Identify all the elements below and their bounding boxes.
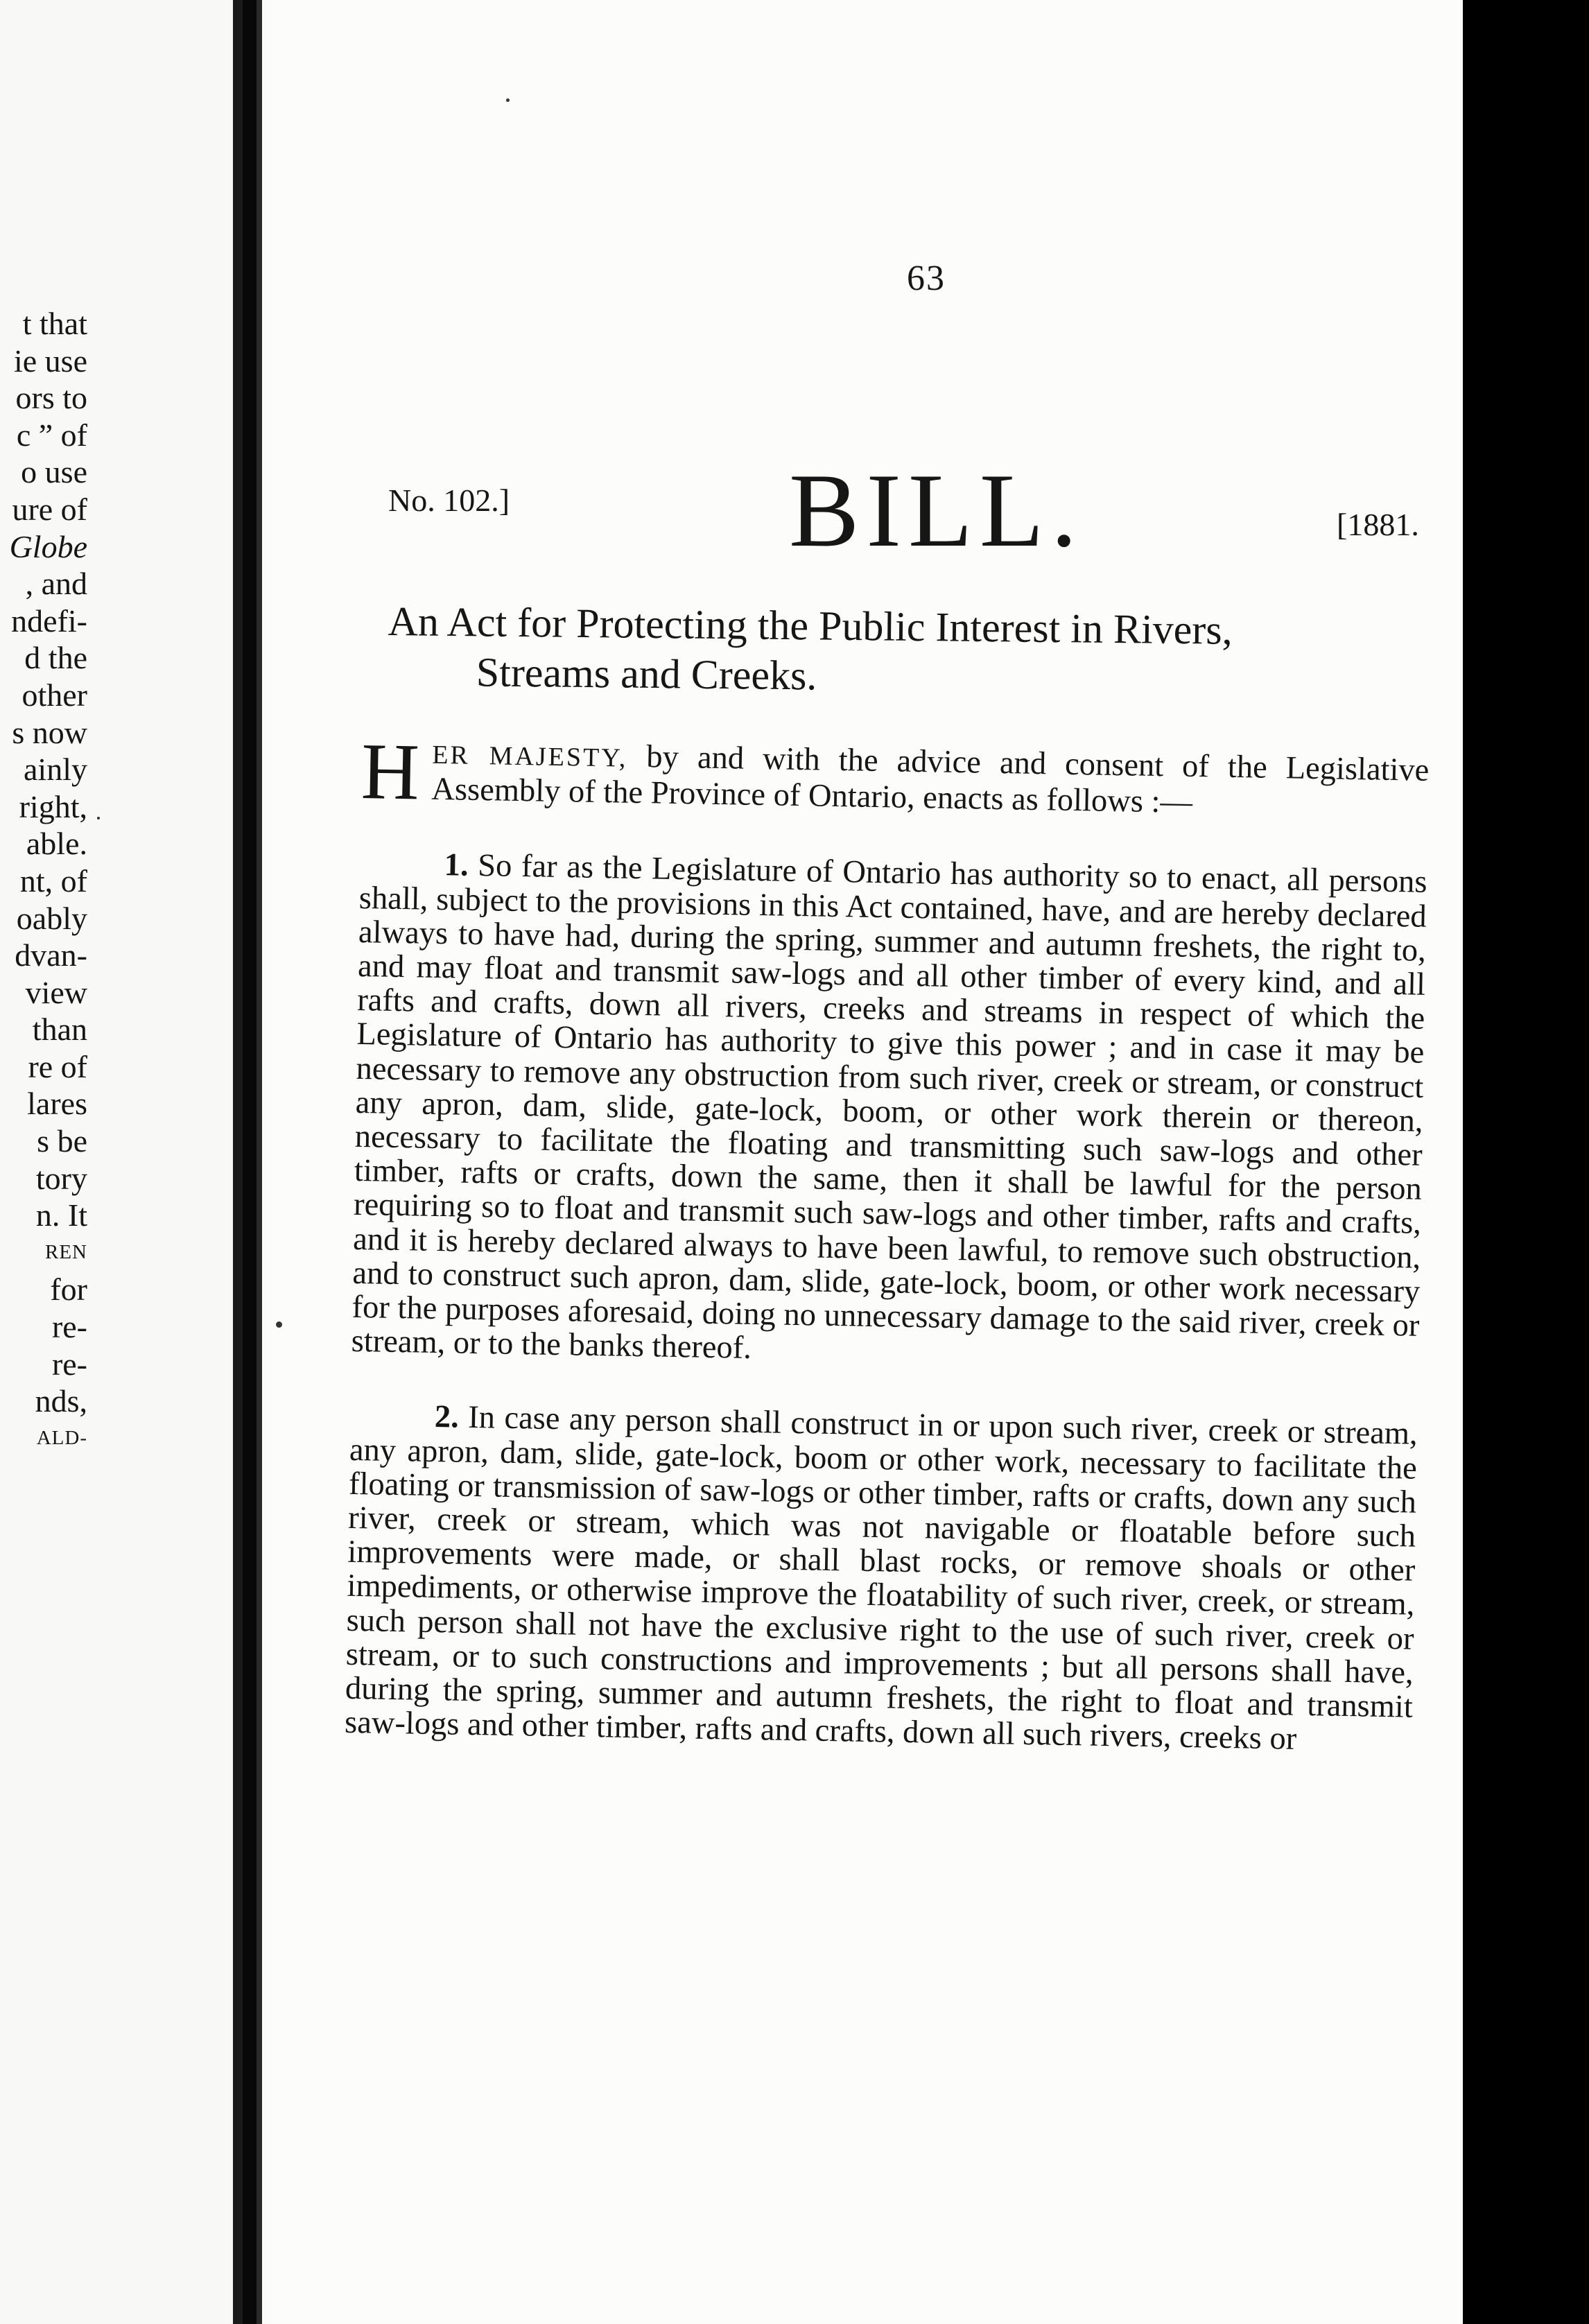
bill-number: No. 102.] bbox=[388, 483, 510, 518]
fragment-line: t that bbox=[22, 306, 87, 341]
fragment-line: dvan- bbox=[15, 937, 87, 973]
fragment-line: tory bbox=[35, 1160, 87, 1196]
bill-year: [1881. bbox=[1337, 507, 1419, 542]
scan-speck bbox=[506, 98, 510, 102]
fragment-line: able. bbox=[26, 826, 87, 862]
section-number: 2. bbox=[434, 1399, 460, 1436]
scan-border bbox=[1463, 0, 1589, 2324]
fragment-line: ALD- bbox=[36, 1426, 87, 1449]
fragment-line: for bbox=[50, 1272, 87, 1308]
fragment-line: d the bbox=[24, 640, 87, 676]
bill-heading: BILL. bbox=[789, 452, 1084, 569]
fragment-line: ainly bbox=[24, 752, 87, 788]
fragment-line: Globe bbox=[9, 528, 87, 564]
page-edge bbox=[233, 0, 243, 2324]
fragment-line: ors to bbox=[15, 380, 87, 416]
fragment-line: s be bbox=[37, 1123, 87, 1159]
fragment-line: re- bbox=[51, 1346, 87, 1382]
bill-body bbox=[344, 727, 1430, 1798]
preamble-smallcaps: ER MAJESTY, bbox=[431, 740, 628, 773]
fragment-line: lares bbox=[27, 1086, 87, 1122]
fragment-line: other bbox=[21, 677, 87, 713]
fragment-line: c ” of bbox=[16, 417, 87, 453]
fragment-line: nds, bbox=[35, 1383, 87, 1419]
fragment-line: ndefi- bbox=[11, 602, 87, 639]
section-text: So far as the Legislature of Ontario has authority so to enact, all persons shall, subject to the provisions in this Act contained, have, and are hereby declared always to have had, during the spring, summer and autumn freshets, the right to, and may float and transmit saw-logs and all other timber of every kind, and all rafts and crafts, down all rivers, creeks and streams in respect of which the Legislature of Ontario has authority to give this power ; and in case it may be necessary to remove any obstruction from such river, creek or stream, or construct any apron, dam, slide, gate-lock, boom, or other work therein or thereon, necessary to facilitate the floating and transmitting such saw-logs and other timber, rafts or crafts, down the same, then it shall be lawful for the person requiring so to float and transmit such saw-logs and other timber, rafts and crafts, and it is hereby declared always to have been lawful, to remove such obstruction, and to construct such apron, dam, slide, gate-lock, boom, or other work necessary for the purposes aforesaid, doing no unnecessary damage to the said river, creek or stream, or to the banks thereof. bbox=[351, 848, 1427, 1367]
fragment-line: re- bbox=[51, 1309, 87, 1345]
previous-page-text bbox=[0, 305, 87, 1457]
act-title bbox=[387, 596, 1455, 707]
fragment-line: n. It bbox=[35, 1197, 87, 1233]
preamble-text: by and with the advice and consent of the Legislative Assembly of the Province of Ontario, enacts as follows :— bbox=[431, 738, 1430, 821]
book-gutter bbox=[243, 0, 257, 2324]
fragment-line: o use bbox=[21, 454, 87, 490]
fragment-line: REN bbox=[45, 1240, 87, 1263]
fragment-line: view bbox=[25, 974, 87, 1010]
fragment-line: ure of bbox=[12, 491, 87, 527]
act-title-line-2: Streams and Creeks. bbox=[476, 649, 817, 699]
drop-cap: H bbox=[360, 727, 420, 817]
section-number: 1. bbox=[444, 847, 469, 884]
section-text: In case any person shall construct in or upon such river, creek or stream, any apron, dam, slide, gate-lock, boom or other work, necessary to facilitate the floating or transmission of saw-logs or other timber, rafts or crafts, down any such river, creek or stream, which was not navigable or floatable before such improvements were made, or shall blast rocks, or remove shoals or other impediments, or otherwise improve the floatability of such river, creek, or stream, such person shall not have the exclusive right to the use of such river, creek or stream, or to such constructions and improvements ; but all persons shall have, during the spring, summer and autumn freshets, the right to float and transmit saw-logs and other timber, rafts and crafts, down all such rivers, creeks or bbox=[344, 1400, 1418, 1758]
fragment-line: right, bbox=[19, 788, 87, 824]
previous-page bbox=[0, 0, 243, 2324]
fragment-line: s now bbox=[12, 714, 87, 750]
scan-speck bbox=[276, 1321, 282, 1328]
act-title-line-1: An Act for Protecting the Public Interest in Rivers, bbox=[388, 598, 1233, 653]
scan-speck bbox=[97, 817, 100, 820]
section-2 bbox=[345, 1398, 1418, 1758]
page-number: 63 bbox=[907, 259, 946, 298]
fragment-line: ie use bbox=[13, 342, 87, 379]
section-1 bbox=[351, 847, 1427, 1377]
fragment-line: re of bbox=[28, 1048, 87, 1084]
fragment-line: nt, of bbox=[19, 862, 87, 899]
fragment-line: , and bbox=[25, 566, 87, 602]
fragment-line: oably bbox=[16, 900, 87, 936]
fragment-line: than bbox=[32, 1012, 87, 1048]
